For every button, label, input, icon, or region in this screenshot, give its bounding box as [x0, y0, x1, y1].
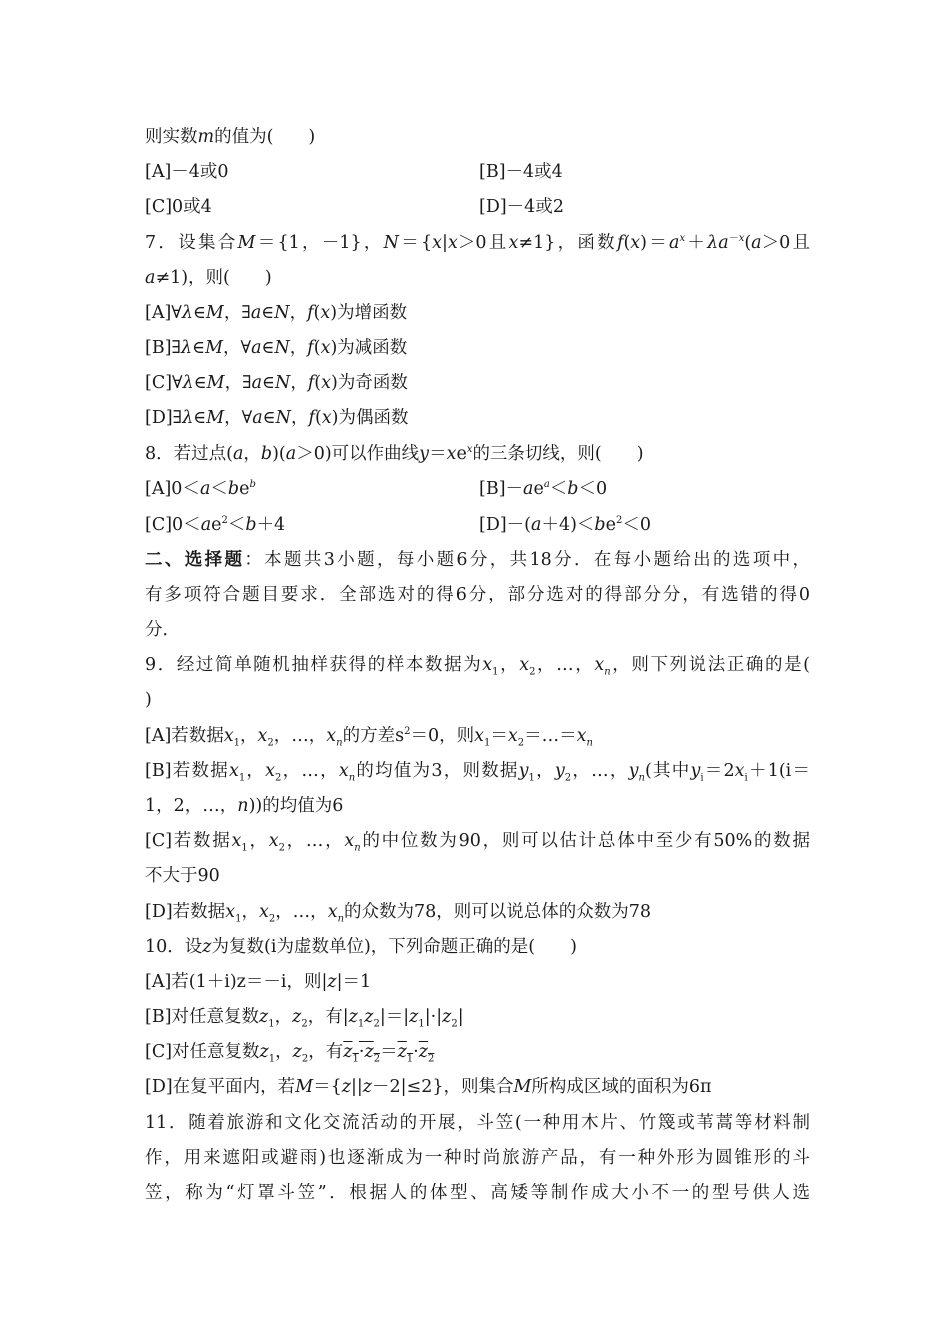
q6-option-d: [D]－4或2 — [479, 197, 564, 217]
q7-stem-line1: 7．设集合M＝{1，－1}，N＝{x|x＞0且x≠1}，函数$f(x)=a^x+\lambda a^{-x}(a>0$且 — [145, 233, 810, 253]
q8-option-a: $[A]0<a<be^b$ — [145, 479, 256, 499]
q7-option-a: [A]∀λ∈M，∃a∈N，f(x)为增函数 — [145, 303, 408, 323]
q10-option-b: [B]对任意复数$z_1$，$z_2$，有$|z_1z_2|=|z_1|\cdot|z_2|$ — [145, 1007, 464, 1030]
q6-option-b: [B]－4或4 — [479, 162, 563, 182]
q9-stem-line1: 9．经过简单随机抽样获得的样本数据为$x_1$，$x_2$，…，$x_n$，则下列说法正确的是( — [145, 655, 810, 678]
q9-option-b-line2: 1，2，…，n))的均值为6 — [145, 796, 344, 816]
q9-option-b-line1: [B]若数据$x_1$，$x_2$，…，$x_n$的均值为3，则数据$y_1$，$y_2$，…，$y_n$(其中$y_i=2x_i+1(i=$ — [145, 761, 810, 784]
q8-stem: 8．若过点(a，b)(a＞0)可以作曲线$y=xe^x$的三条切线，则( ) — [145, 444, 644, 464]
q7-option-b: [B]∃λ∈M，∀a∈N，f(x)为减函数 — [145, 338, 408, 358]
q8-option-b: $[B]-ae^a<b<0$ — [479, 479, 608, 499]
q9-stem-line2: ) — [145, 690, 152, 710]
section2-heading-line2: 有多项符合题目要求．全部选对的得6分，部分选对的得部分分，有选错的得0 — [145, 585, 810, 605]
q10-option-a: [A]若(1＋i)z＝－i，则|z|＝1 — [145, 972, 372, 992]
q7-stem-line2: a≠1)，则( ) — [145, 268, 272, 288]
q11-stem-line2: 作，用来遮阳或避雨)也逐渐成为一种时尚旅游产品，有一种外形为圆锥形的斗 — [145, 1148, 810, 1168]
q9-option-c-line1: [C]若数据$x_1$，$x_2$，…，$x_n$的中位数为90，则可以估计总体中至少有50%的数据 — [145, 831, 810, 854]
q6-option-c: [C]0或4 — [145, 197, 212, 217]
q9-option-c-line2: 不大于90 — [145, 866, 220, 886]
q8-option-d: $[D]-(a+4)<be^2<0$ — [479, 515, 651, 535]
q6-option-a: [A]－4或0 — [145, 162, 229, 182]
q7-option-d: [D]∃λ∈M，∀a∈N，f(x)为偶函数 — [145, 408, 409, 428]
q6-stem-tail: 则实数m的值为( ) — [145, 127, 316, 147]
q9-option-a: [A]若数据$x_1$，$x_2$，…，$x_n$的方差$s^2=0$，则$x_1=x_2=\dots=x_n$ — [145, 726, 593, 749]
q10-option-d: [D]在复平面内，若M＝{z||z－2|≤2}，则集合M所构成区域的面积为6π — [145, 1077, 712, 1097]
q11-stem-line3: 笠，称为“灯罩斗笠”．根据人的体型、高矮等制作成大小不一的型号供人选 — [145, 1183, 810, 1203]
q7-option-c: [C]∀λ∈M，∃a∈N，f(x)为奇函数 — [145, 373, 408, 393]
section2-heading-line3: 分． — [145, 620, 180, 640]
q8-option-c: $[C]0<ae^2<b+4$ — [145, 515, 286, 535]
q9-option-d: [D]若数据$x_1$，$x_2$，…，$x_n$的众数为78，则可以说总体的众数为78 — [145, 902, 652, 925]
q10-option-c: [C]对任意复数$z_1$，$z_2$，有$z_1\cdot z_2=z_1\cdot z_2$ — [145, 1042, 435, 1065]
q11-stem-line1: 11．随着旅游和文化交流活动的开展，斗笠(一种用木片、竹篾或苇蒿等材料制 — [145, 1113, 810, 1133]
q10-stem: 10．设z为复数(i为虚数单位)，下列命题正确的是( ) — [145, 937, 577, 957]
section2-heading-line1: 二、选择题：本题共3小题，每小题6分，共18分．在每小题给出的选项中， — [145, 550, 810, 570]
